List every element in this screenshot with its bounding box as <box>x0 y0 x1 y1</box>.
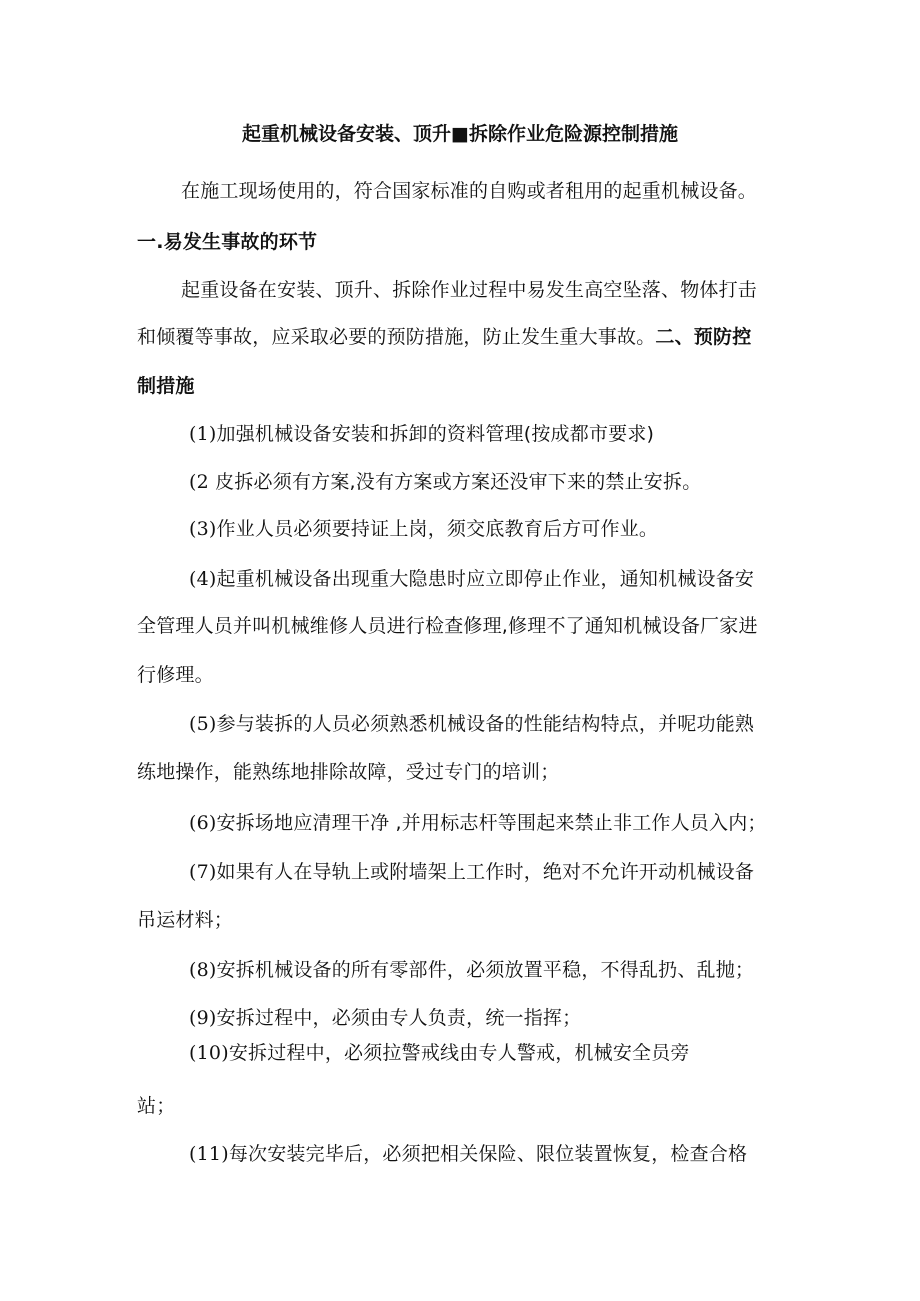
section1-paragraph-line-1: 起重设备在安装、顶升、拆除作业过程中易发生高空坠落、物体打击 <box>181 279 758 301</box>
item-number: (5) <box>189 713 217 735</box>
item-text: 皮拆必须有方案,没有方案或方案还没审下来的禁止安拆。 <box>215 471 702 493</box>
list-item-continuation: 全管理人员并叫机械维修人员进行检查修理,修理不了通知机械设备厂家进 <box>137 615 758 637</box>
item-number: (6) <box>189 812 217 834</box>
section-heading-2-part-1: 二、预防控 <box>655 326 752 348</box>
item-text: 作业人员必须要持证上岗，须交底教育后方可作业。 <box>216 518 659 540</box>
item-number: (3) <box>189 518 217 540</box>
list-item <box>189 516 658 542</box>
list-item <box>189 957 754 983</box>
item-number: (4) <box>189 568 217 590</box>
list-item-continuation: 吊运材料； <box>137 909 234 931</box>
item-number: (7) <box>189 861 217 883</box>
intro-paragraph: 在施工现场使用的，符合国家标准的自购或者租用的起重机械设备。 <box>181 180 758 202</box>
section1-paragraph-line-2 <box>137 324 751 350</box>
item-text: 每次安装完毕后，必须把相关保险、限位装置恢复，检查合格 <box>228 1143 748 1165</box>
list-item <box>189 1005 581 1031</box>
item-text: 加强机械设备安装和拆卸的资料管理(按成都市要求) <box>216 423 655 445</box>
list-item <box>189 421 654 447</box>
item-number: (9) <box>189 1007 217 1029</box>
item-number: (1) <box>189 423 217 445</box>
item-text: 如果有人在导轨上或附墙架上工作时，绝对不允许开动机械设备 <box>216 861 755 883</box>
list-item <box>189 1141 747 1167</box>
list-item <box>189 469 701 495</box>
list-item <box>189 566 754 592</box>
list-item <box>189 859 754 885</box>
list-item <box>189 1040 690 1066</box>
section-heading-2-part-2: 制措施 <box>137 375 195 397</box>
item-text: 安拆过程中，必须由专人负责，统一指挥； <box>216 1007 582 1029</box>
item-text: 参与装拆的人员必须熟悉机械设备的性能结构特点，并呢功能熟 <box>216 713 755 735</box>
item-number: (10) <box>189 1042 229 1064</box>
document-title: 起重机械设备安装、顶升■拆除作业危险源控制措施 <box>242 123 678 145</box>
item-number: (8) <box>189 959 217 981</box>
list-item-continuation: 站； <box>137 1095 176 1117</box>
list-item <box>189 810 767 836</box>
item-text: 安拆机械设备的所有零部件，必须放置平稳，不得乱扔、乱抛； <box>216 959 755 981</box>
item-text: 起重机械设备出现重大隐患时应立即停止作业，通知机械设备安 <box>216 568 755 590</box>
item-number: (11) <box>189 1143 229 1165</box>
section-heading-1: 一.易发生事故的环节 <box>137 231 318 253</box>
item-number: (2 <box>189 471 209 493</box>
item-text: 安拆过程中，必须拉警戒线由专人警戒，机械安全员旁 <box>228 1042 690 1064</box>
section1-paragraph-text: 和倾覆等事故，应采取必要的预防措施，防止发生重大事故。 <box>137 326 656 348</box>
item-text: 安拆场地应清理干净 ,并用标志杆等围起来禁止非工作人员入内； <box>216 812 767 834</box>
list-item-continuation: 练地操作，能熟练地排除故障，受过专门的培训； <box>137 761 560 783</box>
list-item <box>189 711 754 737</box>
list-item-continuation: 行修理。 <box>137 664 214 686</box>
